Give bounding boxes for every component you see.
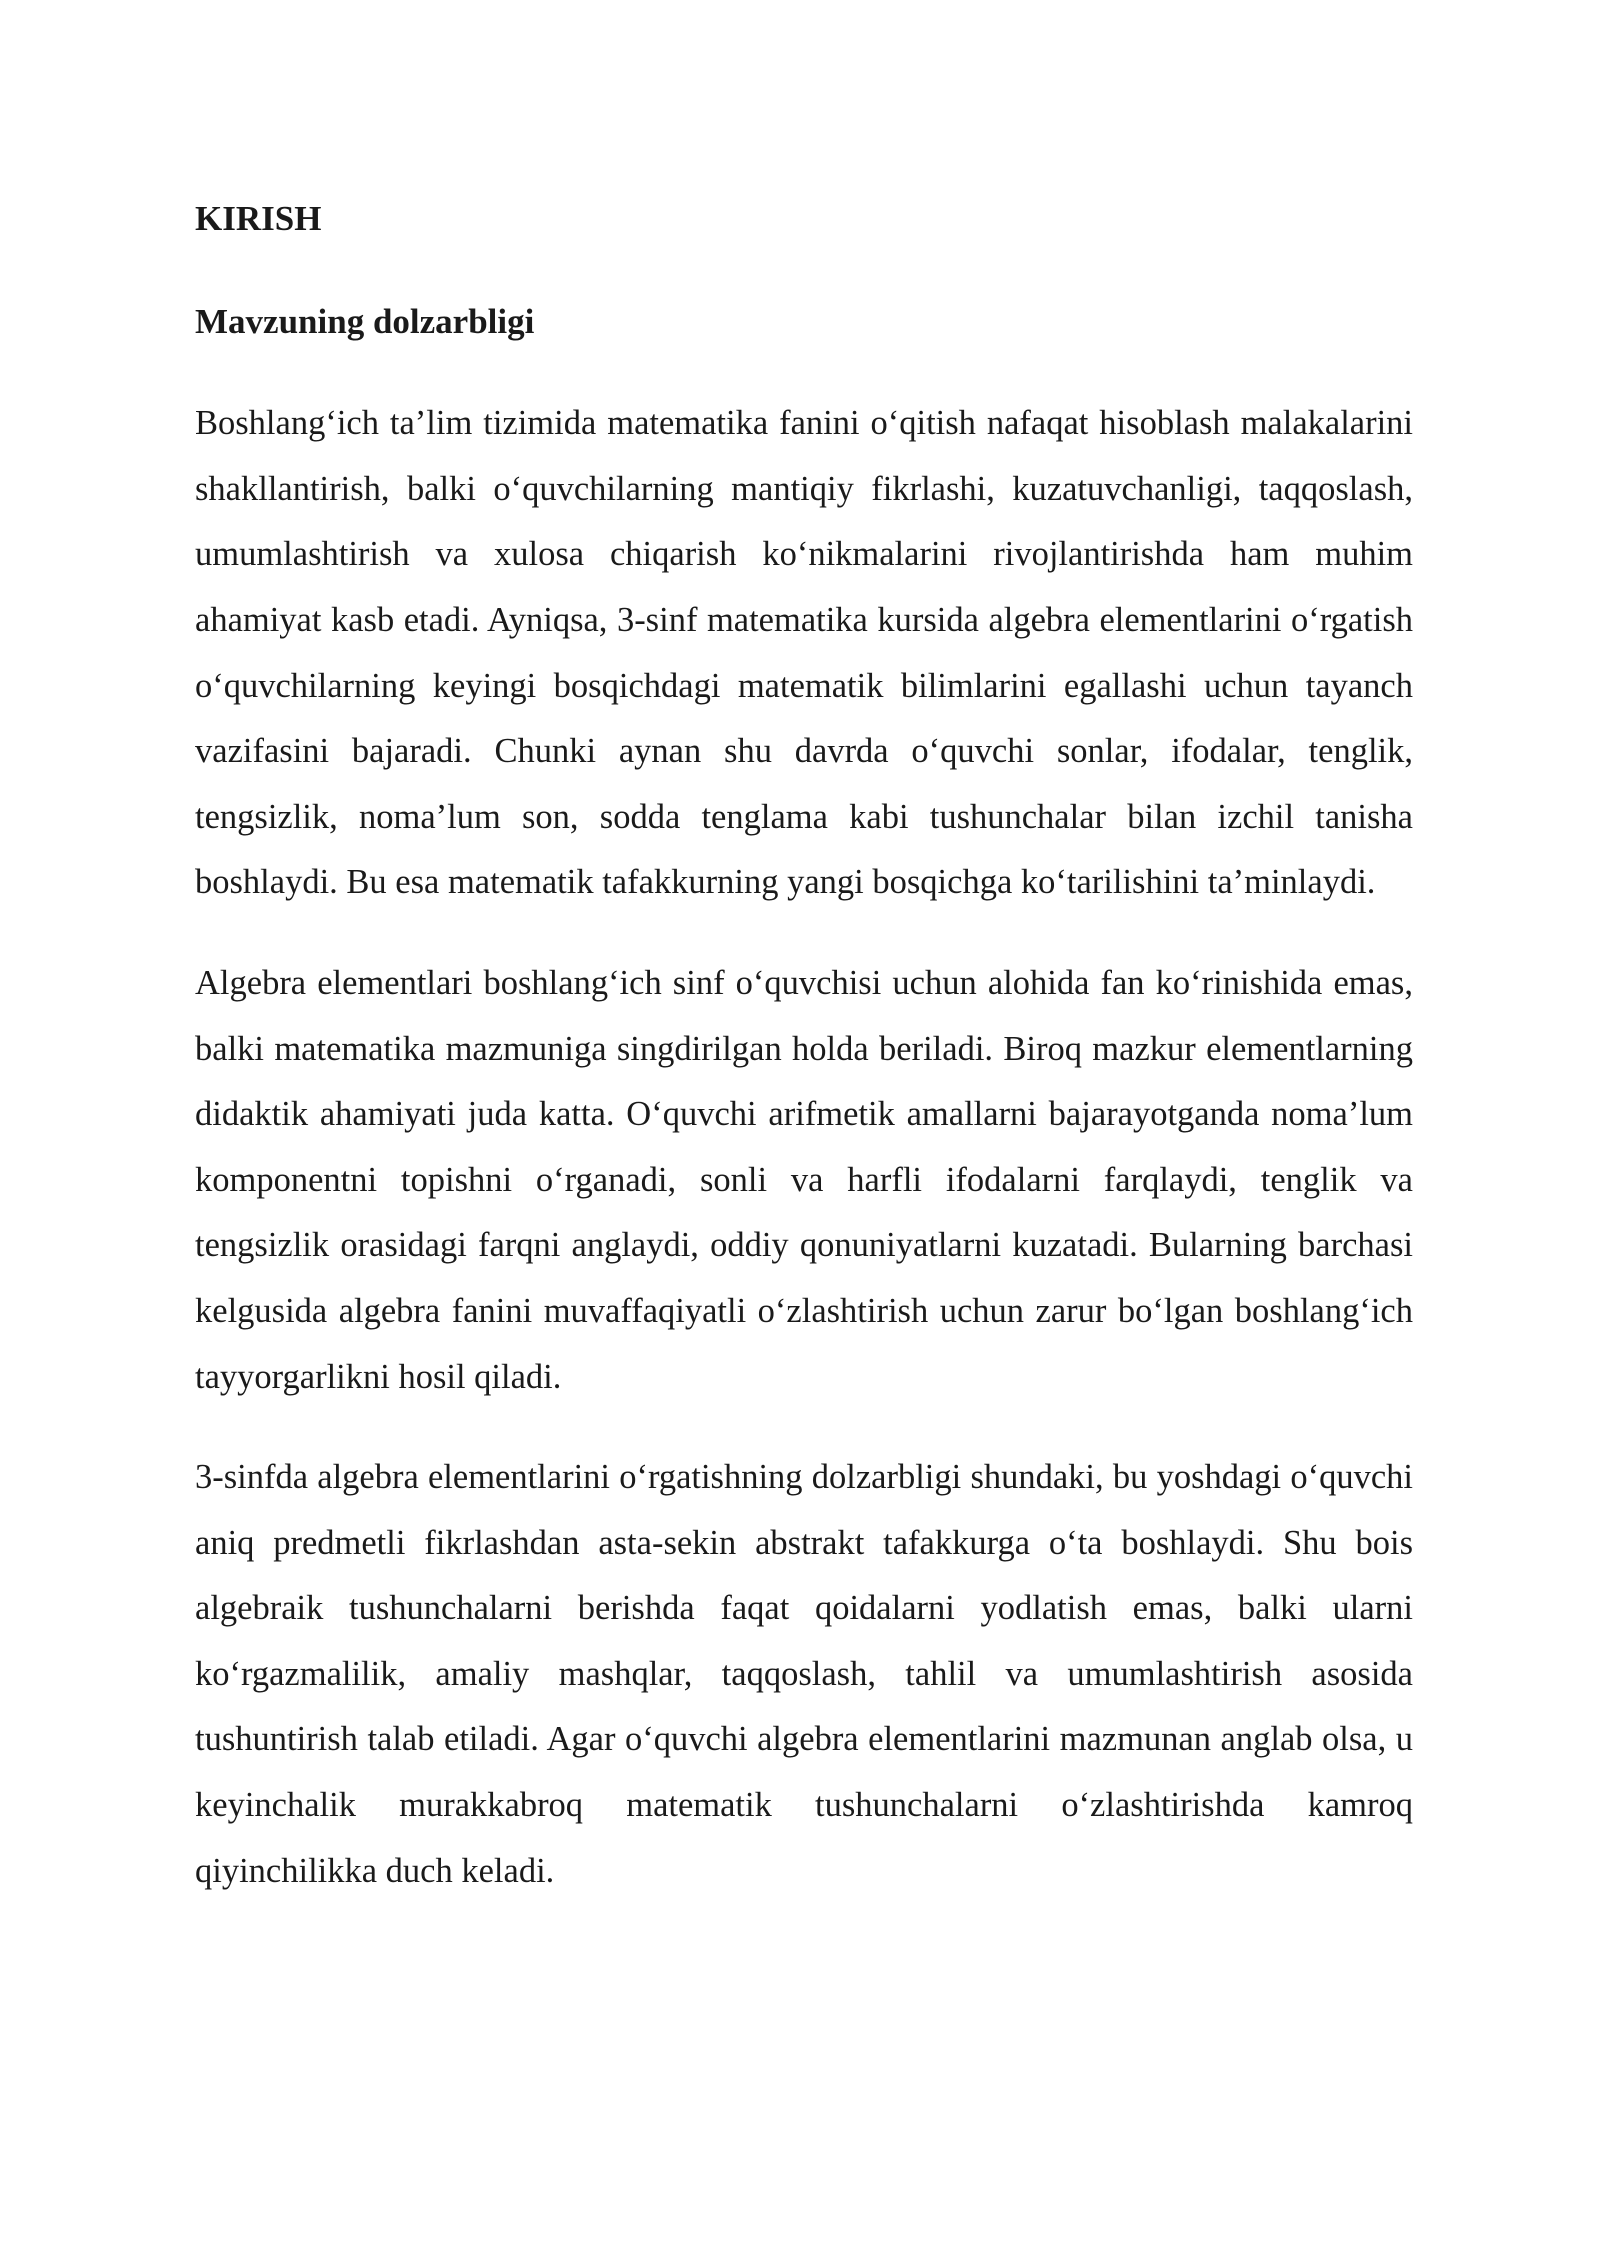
- paragraph-1: Boshlang‘ich ta’lim tizimida matematika fanini o‘qitish nafaqat hisoblash malakalarini shakllantirish, balki o‘quvchilarning mantiqiy fikrlashi, kuzatuvchanligi, taqqoslash, umumlashtirish va xulosa chiqarish ko‘nikmalarini rivojlantirishda ham muhim ahamiyat kasb etadi. Ayniqsa, 3-sinf matematika kursida algebra elementlarini o‘rgatish o‘quvchilarning keyingi bosqichdagi matematik bilimlarini egallashi uchun tayanch vazifasini bajaradi. Chunki aynan shu davrda o‘quvchi sonlar, ifodalar, tenglik, tengsizlik, noma’lum son, sodda tenglama kabi tushunchalar bilan izchil tanisha boshlaydi. Bu esa matematik tafakkurning yangi bosqichga ko‘tarilishini ta’minlaydi.: [195, 404, 1413, 902]
- document-body: [195, 186, 1413, 1904]
- paragraph-3: 3-sinfda algebra elementlarini o‘rgatishning dolzarbligi shundaki, bu yoshdagi o‘quvchi aniq predmetli fikrlashdan asta-sekin abstrakt tafakkurga o‘ta boshlaydi. Shu bois algebraik tushunchalarni berishda faqat qoidalarni yodlatish emas, balki ularni ko‘rgazmalilik, amaliy mashqlar, taqqoslash, tahlil va umumlashtirish asosida tushuntirish talab etiladi. Agar o‘quvchi algebra elementlarini mazmunan anglab olsa, u keyinchalik murakkabroq matematik tushunchalarni o‘zlashtirishda kamroq qiyinchilikka duch keladi.: [195, 1458, 1413, 1890]
- section-title: Mavzuning dolzarbligi: [195, 301, 535, 341]
- chapter-title: KIRISH: [195, 199, 322, 238]
- paragraph-2: Algebra elementlari boshlang‘ich sinf o‘quvchisi uchun alohida fan ko‘rinishida emas, balki matematika mazmuniga singdirilgan holda beriladi. Biroq mazkur elementlarning didaktik ahamiyati juda katta. O‘quvchi arifmetik amallarni bajarayotganda noma’lum komponentni topishni o‘rganadi, sonli va harfli ifodalarni farqlaydi, tenglik va tengsizlik orasidagi farqni anglaydi, oddiy qonuniyatlarni kuzatadi. Bularning barchasi kelgusida algebra fanini muvaffaqiyatli o‘zlashtirish uchun zarur bo‘lgan boshlang‘ich tayyorgarlikni hosil qiladi.: [195, 963, 1413, 1396]
